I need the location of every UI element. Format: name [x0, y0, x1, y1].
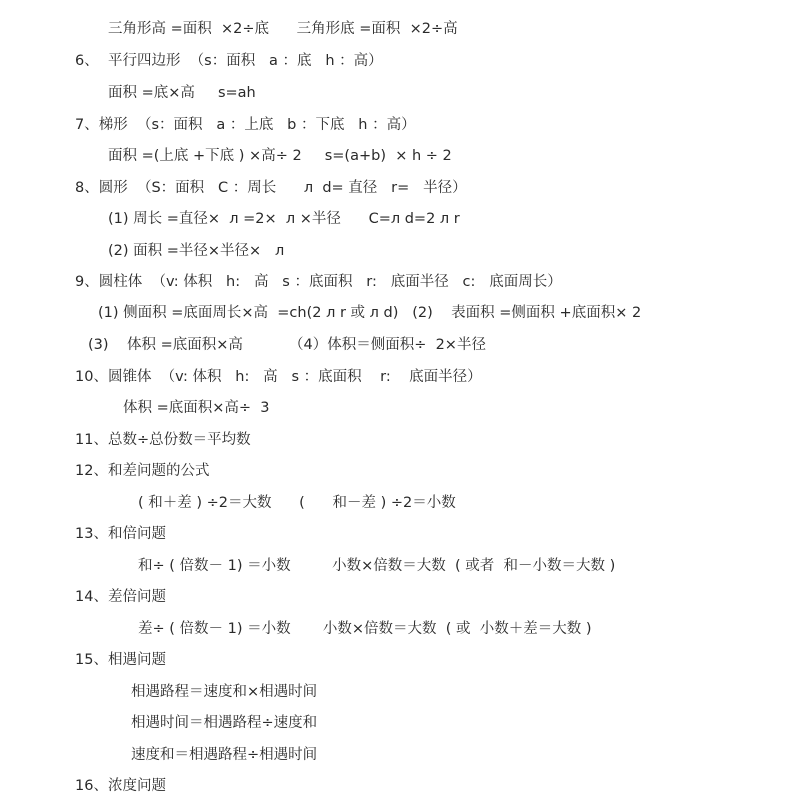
parallelogram-area-formula: 面积 =底×高 s=ah — [108, 85, 256, 101]
meeting-distance-formula: 相遇路程＝速度和×相遇时间 — [131, 684, 318, 700]
section-12-sum-difference-heading: 12、和差问题的公式 — [75, 463, 210, 479]
section-13-sum-multiple-heading: 13、和倍问题 — [75, 526, 166, 542]
cylinder-volume-formulas: (3) 体积 =底面积×高 （4）体积＝侧面积÷ 2×半径 — [88, 337, 486, 353]
section-6-parallelogram-heading: 6、 平行四边形 （s：面积 a ：底 h ：高） — [75, 53, 383, 69]
section-15-meeting-heading: 15、相遇问题 — [75, 652, 166, 668]
circle-circumference-formula: (1) 周长 =直径× л =2× л ×半径 C=л d=2 л r — [108, 211, 460, 227]
section-9-cylinder-heading: 9、圆柱体 （v: 体积 h: 高 s ：底面积 r: 底面半径 c: 底面周长） — [75, 274, 562, 290]
section-7-trapezoid-heading: 7、梯形 （s：面积 a ：上底 b ：下底 h ：高） — [75, 117, 416, 133]
section-14-difference-multiple-heading: 14、差倍问题 — [75, 589, 166, 605]
cone-volume-formula: 体积 =底面积×高÷ 3 — [123, 400, 270, 416]
section-16-concentration-heading: 16、浓度问题 — [75, 778, 166, 794]
triangle-height-base-formula: 三角形高 =面积 ×2÷底 三角形底 =面积 ×2÷高 — [108, 21, 458, 37]
difference-multiple-formulas: 差÷ ( 倍数－ 1) ＝小数 小数×倍数＝大数 ( 或 小数＋差＝大数 ) — [138, 621, 592, 637]
meeting-speed-formula: 速度和＝相遇路程÷相遇时间 — [131, 747, 318, 763]
section-11-average-formula: 11、总数÷总份数＝平均数 — [75, 432, 251, 448]
trapezoid-area-formula: 面积 =(上底 +下底 ) ×高÷ 2 s=(a+b) × h ÷ 2 — [108, 148, 452, 164]
sum-multiple-formulas: 和÷ ( 倍数－ 1) ＝小数 小数×倍数＝大数 ( 或者 和－小数＝大数 ) — [138, 558, 616, 574]
section-8-circle-heading: 8、圆形 （S：面积 C ：周长 л d= 直径 r= 半径） — [75, 180, 467, 196]
sum-difference-formulas: ( 和＋差 ) ÷2＝大数 ( 和－差 ) ÷2＝小数 — [138, 495, 456, 511]
meeting-time-formula: 相遇时间＝相遇路程÷速度和 — [131, 715, 318, 731]
cylinder-surface-formulas: (1) 侧面积 =底面周长×高 =ch(2 л r 或 л d) (2) 表面积 =侧面积 +底面积× 2 — [98, 305, 642, 321]
section-10-cone-heading: 10、圆锥体 （v: 体积 h: 高 s ：底面积 r: 底面半径） — [75, 369, 482, 385]
circle-area-formula: (2) 面积 =半径×半径× л — [108, 243, 285, 259]
